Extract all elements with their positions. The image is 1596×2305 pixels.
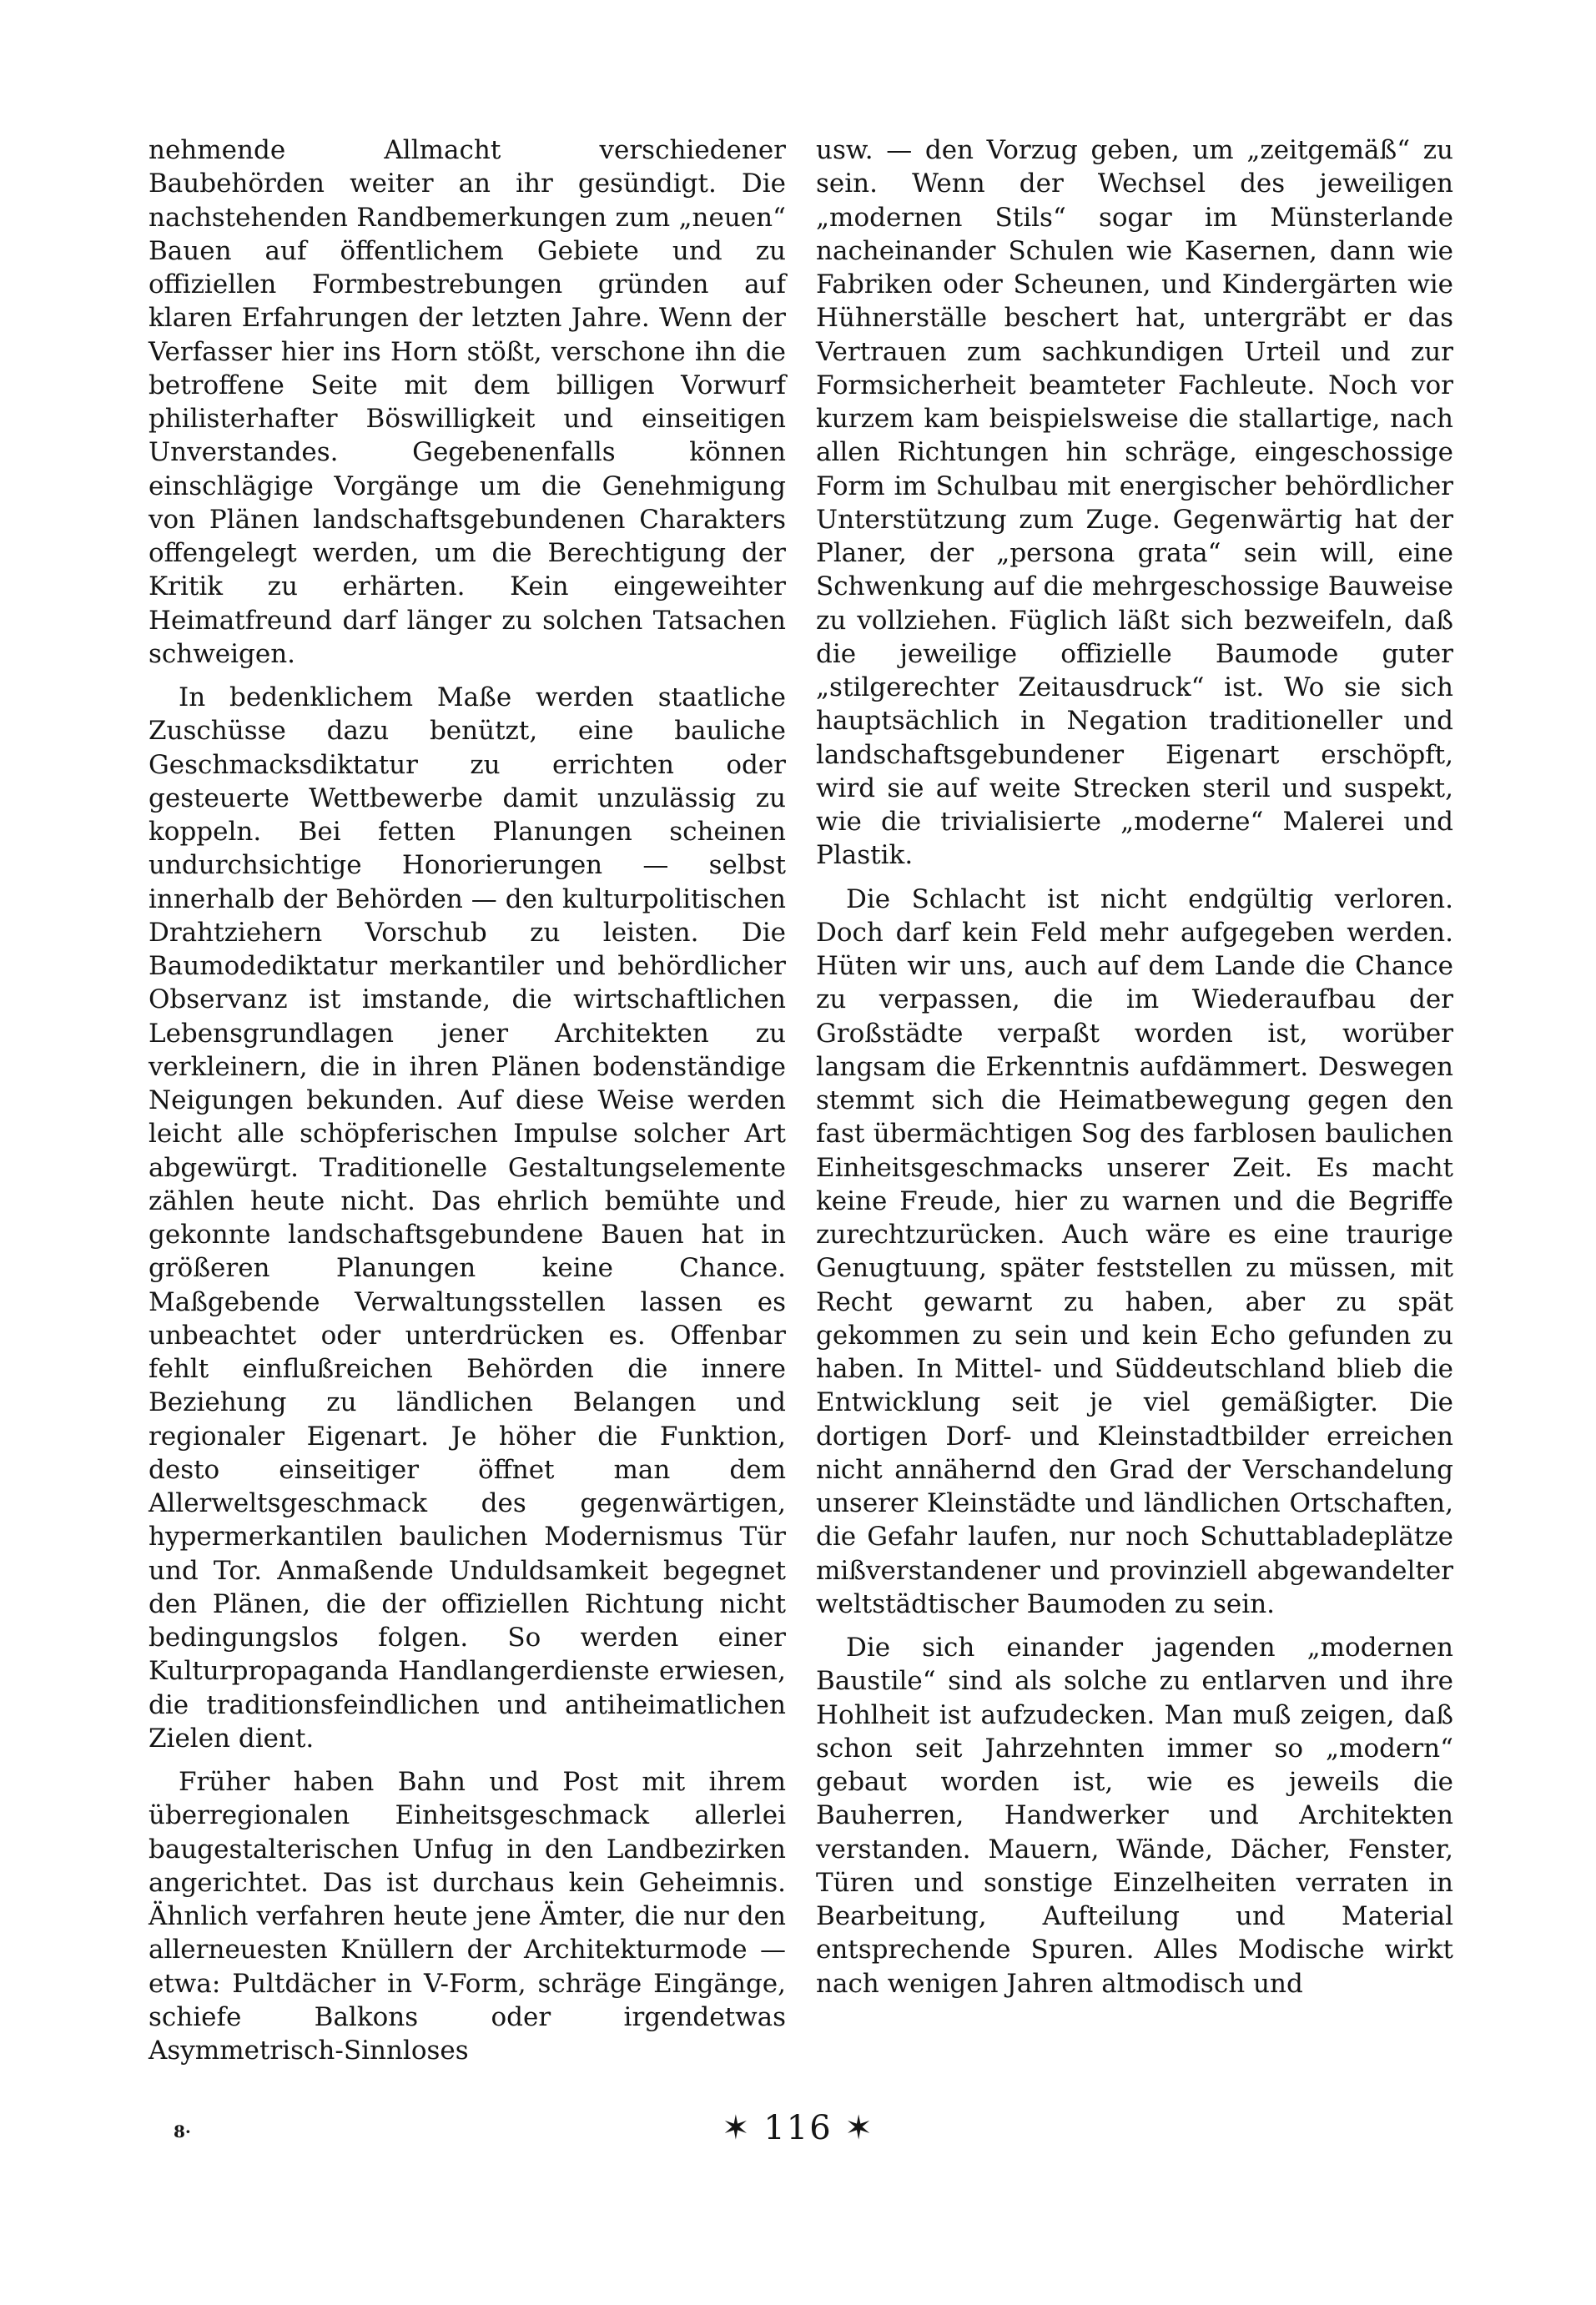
paragraph: usw. — den Vorzug geben, um „zeitgemäß“ zu sein. Wenn der Wechsel des jeweiligen „modernen Stils“ sogar im Münsterlande nacheinander Schulen wie Kasernen, dann wie Fabriken oder Scheunen, und Kindergärten wie Hühnerställe beschert hat, untergräbt er das Vertrauen zum sachkundigen Urteil und zur Formsicherheit beamteter Fachleute. Noch vor kurzem kam beispielsweise die stallartige, nach allen Richtungen hin schräge, eingeschossige Form im Schulbau mit energischer behördlicher Unterstützung zum Zuge. Gegenwärtig hat der Planer, der „persona grata“ sein will, eine Schwenkung auf die mehrgeschossige Bauweise zu vollziehen. Füglich läßt sich bezweifeln, daß die jeweilige offizielle Baumode guter „stilgerechter Zeitausdruck“ ist. Wo sie sich hauptsächlich in Negation traditioneller und landschaftsgebundener Eigenart erschöpft, wird sie auf weite Strecken steril und suspekt, wie die trivialisierte „moderne“ Malerei und Plastik. <box>816 135 1453 871</box>
paragraph: nehmende Allmacht verschiedener Baubehörden weiter an ihr gesündigt. Die nachstehenden Randbemerkungen zum „neuen“ Bauen auf öffentlichem Gebiete und zu offiziellen Formbestrebungen gründen auf klaren Erfahrungen der letzten Jahre. Wenn der Verfasser hier ins Horn stößt, verschone ihn die betroffene Seite mit dem billigen Vorwurf philisterhafter Böswilligkeit und einseitigen Unverstandes. Gegebenenfalls können einschlägige Vorgänge um die Genehmigung von Plänen landschaftsgebundenen Charakters offengelegt werden, um die Berechtigung der Kritik zu erhärten. Kein eingeweihter Heimatfreund darf länger zu solchen Tatsachen schweigen. <box>149 135 786 669</box>
right-text-column <box>816 133 1453 2001</box>
paragraph: Früher haben Bahn und Post mit ihrem überregionalen Einheitsgeschmack allerlei baugestalterischen Unfug in den Landbezirken angerichtet. Das ist durchaus kein Geheimnis. Ähnlich verfahren heute jene Ämter, die nur den allerneuesten Knüllern der Architekturmode — etwa: Pultdächer in V-Form, schräge Eingänge, schiefe Balkons oder irgendetwas Asymmetrisch-Sinnloses <box>149 1767 786 2066</box>
signature-mark: 8· <box>174 2121 191 2141</box>
paragraph: Die sich einander jagenden „modernen Baustile“ sind als solche zu entlarven und ihre Hohlheit ist aufzudecken. Man muß zeigen, daß schon seit Jahrzehnten immer so „modern“ gebaut worden ist, wie es jeweils die Bauherren, Handwerker und Architekten verstanden. Mauern, Wände, Dächer, Fenster, Türen und sonstige Einzelheiten verraten in Bearbeitung, Aufteilung und Material entsprechende Spuren. Alles Modische wirkt nach wenigen Jahren altmodisch und <box>816 1633 1453 1999</box>
paragraph: In bedenklichem Maße werden staatliche Zuschüsse dazu benützt, eine bauliche Geschmacksdiktatur zu errichten oder gesteuerte Wettbewerbe damit unzulässig zu koppeln. Bei fetten Planungen scheinen undurchsichtige Honorierungen — selbst innerhalb der Behörden — den kulturpolitischen Drahtziehern Vorschub zu leisten. Die Baumodediktatur merkantiler und behördlicher Observanz ist imstande, die wirtschaftlichen Lebensgrundlagen jener Architekten zu verkleinern, die in ihren Plänen bodenständige Neigungen bekunden. Auf diese Weise werden leicht alle schöpferischen Impulse solcher Art abgewürgt. Traditionelle Gestaltungselemente zählen heute nicht. Das ehrlich bemühte und gekonnte landschaftsgebundene Bauen hat in größeren Planungen keine Chance. Maßgebende Verwaltungsstellen lassen es unbeachtet oder unterdrücken es. Offenbar fehlt einflußreichen Behörden die innere Beziehung zu ländlichen Belangen und regionaler Eigenart. Je höher die Funktion, desto einseitiger öffnet man dem Allerweltsgeschmack des gegenwärtigen, hypermerkantilen baulichen Modernismus Tür und Tor. Anmaßende Unduldsamkeit begegnet den Plänen, die der offiziellen Richtung nicht bedingungslos folgen. So werden einer Kulturpropaganda Handlangerdienste erwiesen, die traditionsfeindlichen und antiheimatlichen Zielen dient. <box>149 682 786 1754</box>
paragraph: Die Schlacht ist nicht endgültig verloren. Doch darf kein Feld mehr aufgegeben werden. Hüten wir uns, auch auf dem Lande die Chance zu verpassen, die im Wiederaufbau der Großstädte verpaßt worden ist, worüber langsam die Erkenntnis aufdämmert. Deswegen stemmt sich die Heimatbewegung gegen den fast übermächtigen Sog des farblosen baulichen Einheitsgeschmacks unserer Zeit. Es macht keine Freude, hier zu warnen und die Begriffe zurechtzurücken. Auch wäre es eine traurige Genugtuung, später feststellen zu müssen, mit Recht gewarnt zu haben, aber zu spät gekommen zu sein und kein Echo gefunden zu haben. In Mittel- und Süddeutschland blieb die Entwicklung seit je viel gemäßigter. Die dortigen Dorf- und Kleinstadtbilder erreichen nicht annähernd den Grad der Verschandelung unserer Kleinstädte und ländlichen Ortschaften, die Gefahr laufen, nur noch Schuttabladeplätze mißverstandener und provinziell abgewandelter weltstädtischer Baumoden zu sein. <box>816 883 1453 1619</box>
page-number: ✶ 116 ✶ <box>722 2109 874 2147</box>
left-text-column <box>149 133 786 2067</box>
